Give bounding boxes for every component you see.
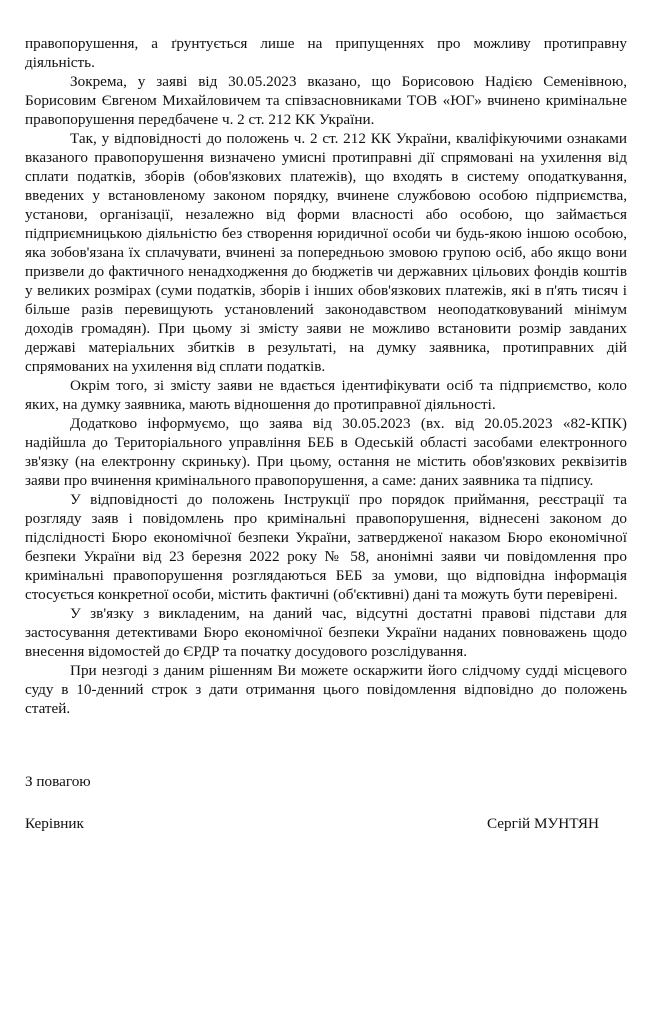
- signer-position: Керівник: [25, 815, 84, 832]
- signature-block: [25, 814, 627, 833]
- paragraph-continuation: правопорушення, а ґрунтується лише на припущеннях про можливу протиправну діяльність.: [25, 35, 627, 71]
- letter-body: [25, 34, 627, 718]
- paragraph-identification: Окрім того, зі змісту заяви не вдається ідентифікувати осіб та підприємство, коло яких, на думку заявника, мають відношення до протиправної діяльності.: [25, 377, 627, 413]
- paragraph-conclusion: У зв'язку з викладеним, на даний час, відсутні достатні правові підстави для застосування детективами Бюро економічної безпеки України наданих повноважень щодо внесення відомостей до ЄРДР та початку досудового розслідування.: [25, 605, 627, 660]
- signer-name: Сергій МУНТЯН: [486, 815, 599, 832]
- paragraph-instruction: У відповідності до положень Інструкції про порядок приймання, реєстрації та розгляду заяв і повідомлень про кримінальні правопорушення, віднесені законом до підслідності Бюро економічної безпеки України, затвердженої наказом Бюро економічної безпеки України від 23 березня 2022 року № 58, анонімні заяви чи повідомлення про кримінальні правопорушення розглядаються БЕБ за умови, що відповідна інформація стосується конкретної особи, містить фактичні (об'єктивні) дані та можуть бути перевірені.: [25, 491, 627, 603]
- paragraph-additional-info: Додатково інформуємо, що заява від 30.05.2023 (вх. від 20.05.2023 «82-КПК) надійшла до Територіального управління БЕБ в Одеській області засобами електронного зв'язку (на електронну скриньку). При цьому, остання не містить обов'язкових реквізитів заяви про вчинення кримінального правопорушення, а саме: даних заявника та підпису.: [25, 415, 627, 489]
- paragraph-appeal: При незгоді з даним рішенням Ви можете оскаржити його слідчому судді місцевого суду в 10-денний строк з дати отримання цього повідомлення відповідно до положень статей.: [25, 662, 627, 717]
- closing-phrase: З повагою: [25, 773, 91, 790]
- paragraph-legal-qualification: Так, у відповідності до положень ч. 2 ст. 212 КК України, кваліфікуючими ознаками вказаного правопорушення визначено умисні протиправні дії спрямовані на ухилення від сплати податків, зборів (обов'язкових платежів), що входять в систему оподаткування, введених у встановленому законом порядку, вчинене службовою особою підприємства, установи, організації, незалежно від форми власності або особою, що займається підприємницькою діяльністю без створення юридичної особи чи будь-якою іншою особою, яка зобов'язана їх сплачувати, вчинені за попередньою змовою групою осіб, або якщо вони призвели до фактичного ненадходження до бюджетів чи державних цільових фондів коштів у великих розмірах (суми податків, зборів і інших обов'язкових платежів, які в п'ять тисяч і більше разів перевищують установлений законодавством неоподатковуваний мінімум доходів громадян). При цьому зі змісту заяви не можливо встановити розмір завданих державі матеріальних збитків в результаті, на думку заявника, протиправних дій спрямованих на ухилення від сплати податків.: [25, 130, 627, 375]
- paragraph-application-claim: Зокрема, у заяві від 30.05.2023 вказано, що Борисовою Надією Семенівною, Борисовим Євгеном Михайловичем та співзасновниками ТОВ «ЮГ» вчинено кримінальне правопорушення передбачене ч. 2 ст. 212 КК України.: [25, 73, 627, 128]
